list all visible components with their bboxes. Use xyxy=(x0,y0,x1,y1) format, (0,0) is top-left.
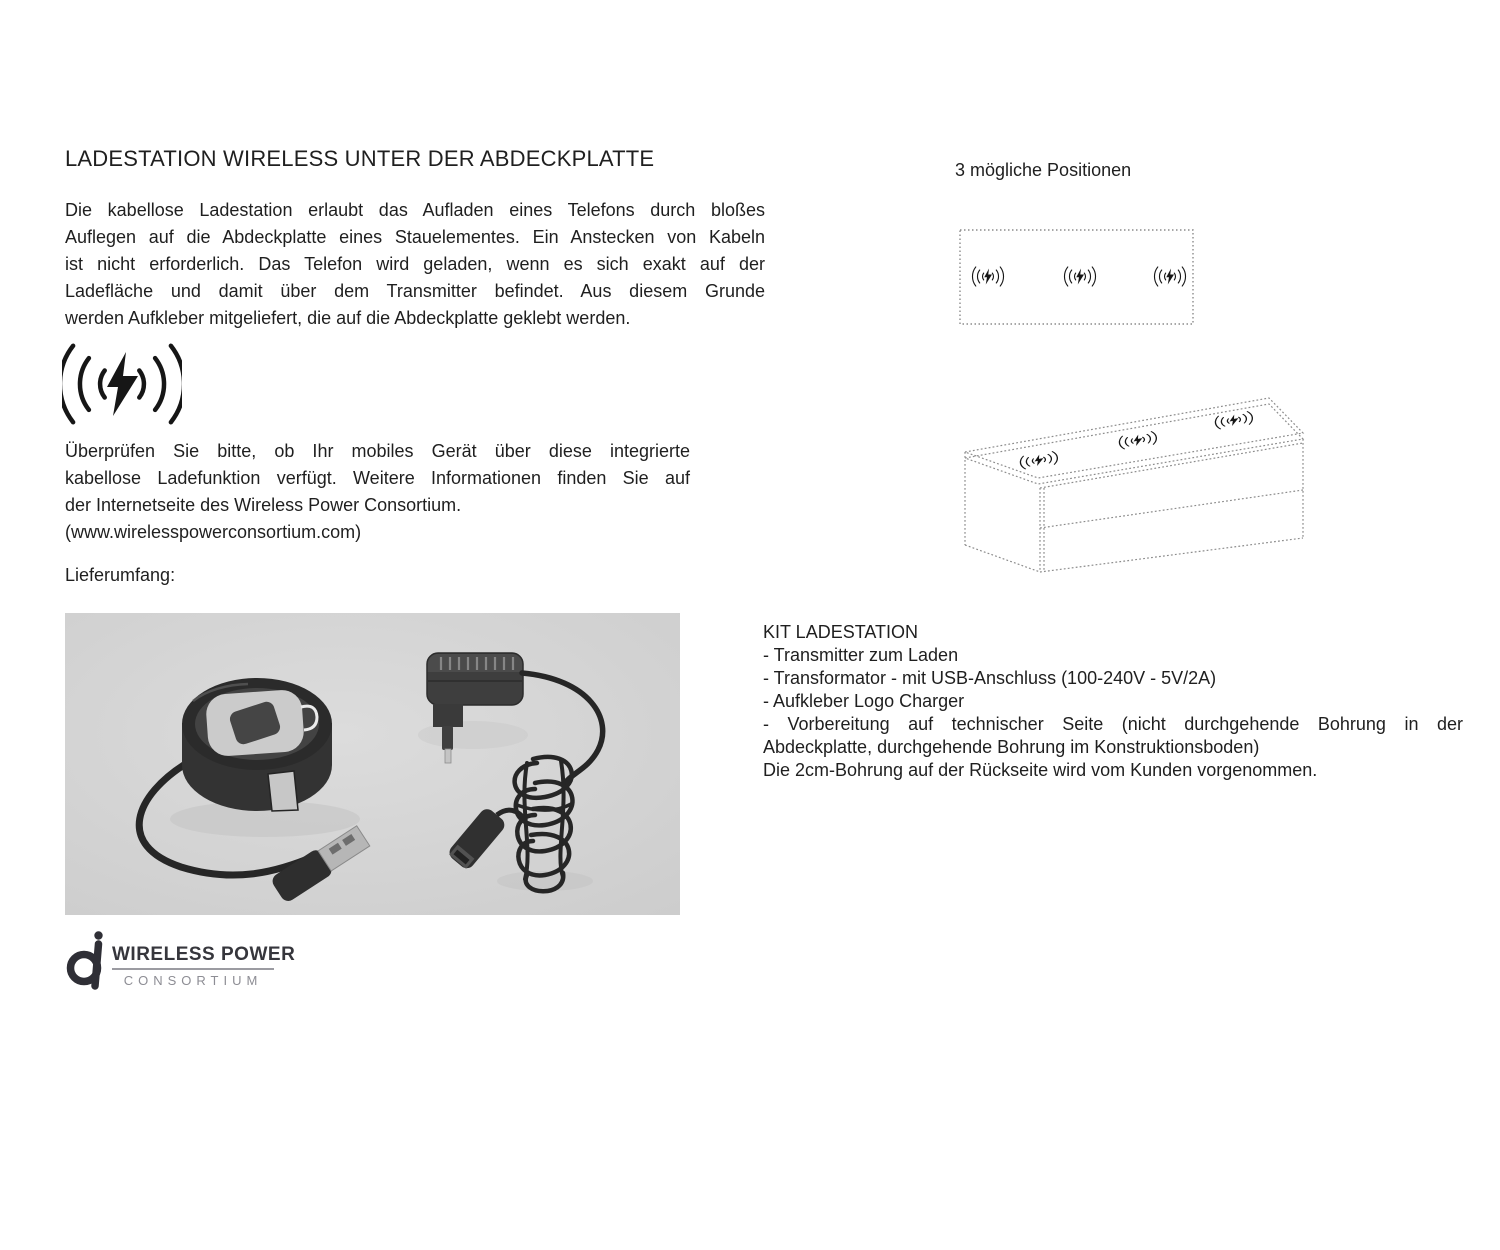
check-paragraph xyxy=(65,438,690,519)
check-line: kabellose Ladefunktion verfügt. Weitere Informationen finden Sie auf xyxy=(65,468,690,488)
cabinet-top-face xyxy=(965,398,1303,478)
kit-item: Abdeckplatte, durchgehende Bohrung im Konstruktionsboden) xyxy=(763,737,1260,757)
product-photo xyxy=(65,613,680,915)
check-line: Überprüfen Sie bitte, ob Ihr mobiles Gerät über diese integrierte xyxy=(65,441,690,461)
intro-line: Auflegen auf die Abdeckplatte eines Stauelementes. Ein Anstecken von Kabeln xyxy=(65,227,765,247)
kit-item: - Aufkleber Logo Charger xyxy=(763,691,965,711)
top-position-3-icon xyxy=(1214,411,1253,430)
cabinet-isometric-diagram xyxy=(963,396,1313,581)
positions-caption: 3 mögliche Positionen xyxy=(955,160,1132,180)
check-line: der Internetseite des Wireless Power Consortium. xyxy=(65,495,462,515)
kit-item: - Vorbereitung auf technischer Seite (nicht durchgehende Bohrung in der xyxy=(763,714,1463,734)
intro-paragraph xyxy=(65,197,765,332)
delivery-scope-label: Lieferumfang: xyxy=(65,565,176,585)
logo-consortium-text: CONSORTIUM xyxy=(123,973,263,988)
intro-line: Die kabellose Ladestation erlaubt das Aufladen eines Telefons durch bloßes xyxy=(65,200,765,220)
positions-top-view-diagram xyxy=(958,226,1198,326)
intro-line: Ladefläche und damit über dem Transmitter befindet. Aus diesem Grunde xyxy=(65,281,765,301)
qi-consortium-logo xyxy=(60,930,360,1012)
wireless-charging-icon xyxy=(62,342,182,427)
position-1-icon xyxy=(972,267,1003,286)
logo-wireless-power-text: WIRELESS POWER xyxy=(112,944,296,965)
kit-ladestation-list xyxy=(763,621,1463,782)
website-text: (www.wirelesspowerconsortium.com) xyxy=(65,522,362,542)
page-title: LADESTATION WIRELESS UNTER DER ABDECKPLATTE xyxy=(65,146,655,171)
logo-divider xyxy=(112,968,274,970)
intro-line: werden Aufkleber mitgeliefert, die auf die Abdeckplatte geklebt werden. xyxy=(65,308,631,328)
kit-item: - Transformator - mit USB-Anschluss (100-240V - 5V/2A) xyxy=(763,668,1217,688)
intro-line: ist nicht erforderlich. Das Telefon wird geladen, wenn es sich exakt auf der xyxy=(65,254,765,274)
top-position-1-icon xyxy=(1019,451,1058,470)
kit-title: KIT LADESTATION xyxy=(763,622,919,642)
qi-logo-icon xyxy=(60,930,110,1002)
position-3-icon xyxy=(1154,267,1185,286)
position-2-icon xyxy=(1064,267,1095,286)
top-position-2-icon xyxy=(1118,431,1157,450)
kit-item: - Transmitter zum Laden xyxy=(763,645,959,665)
drawer-divider-line xyxy=(1040,490,1303,528)
kit-note: Die 2cm-Bohrung auf der Rückseite wird vom Kunden vorgenommen. xyxy=(763,760,1318,780)
